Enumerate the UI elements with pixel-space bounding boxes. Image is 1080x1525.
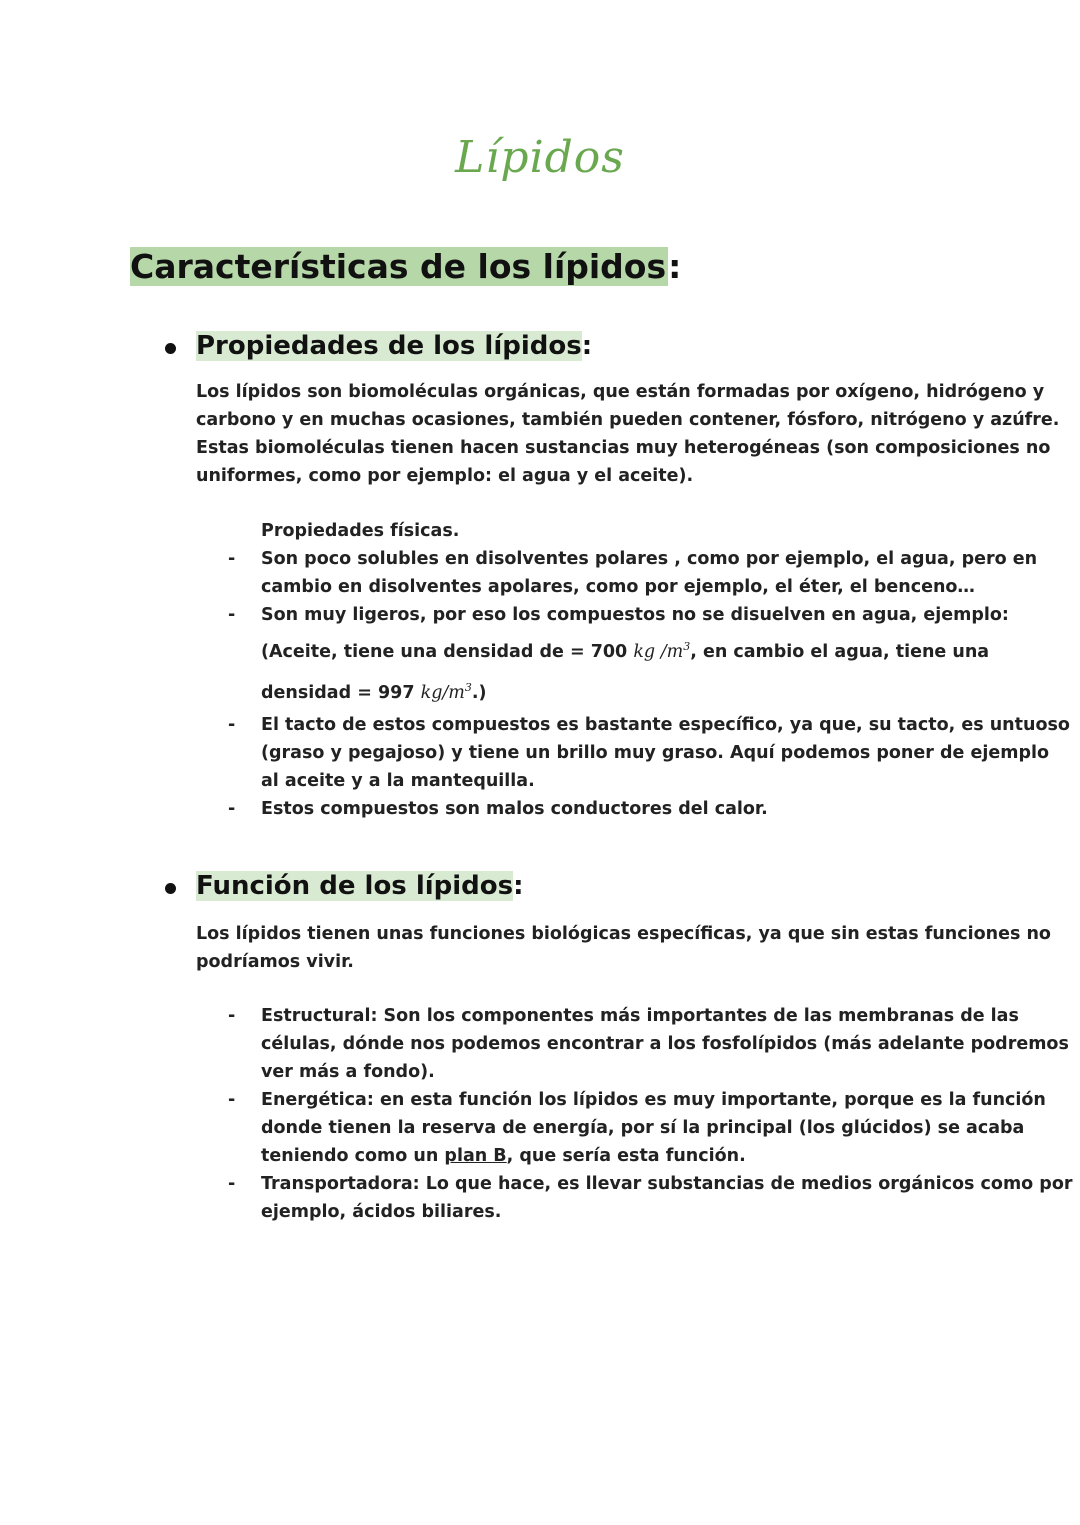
- density-text: densidad = 997: [261, 682, 421, 703]
- item-line: ejemplo, ácidos biliares.: [261, 1202, 502, 1222]
- list-item: [228, 601, 1009, 711]
- list-item: [228, 1002, 1069, 1086]
- item-line: células, dónde nos podemos encontrar a los fosfolípidos (más adelante podremos: [261, 1034, 1069, 1054]
- list-item: [228, 795, 988, 823]
- list-item: [228, 1170, 1073, 1226]
- plan-b-link[interactable]: plan B: [444, 1146, 507, 1166]
- item-line: donde tienen la reserva de energía, por sí la principal (los glúcidos) se acaba: [261, 1118, 1025, 1138]
- page-title: Lípidos: [455, 132, 625, 183]
- intro-line: podríamos vivir.: [196, 952, 354, 972]
- item-line: Son muy ligeros, por eso los compuestos no se disuelven en agua, ejemplo:: [261, 605, 1009, 625]
- item-line: (graso y pegajoso) y tiene un brillo muy graso. Aquí podemos poner de ejemplo: [261, 742, 1049, 763]
- item-line-density-aceite: [261, 629, 988, 670]
- list-item: [228, 711, 1070, 795]
- intro-line: carbono y en muchas ocasiones, también pueden contener, fósforo, nitrógeno y azúfre.: [196, 410, 1060, 430]
- bullet-propiedades: [165, 343, 176, 354]
- heading-funcion: [196, 867, 524, 905]
- list-dash: -: [228, 1174, 236, 1194]
- item-line: Energética: en esta función los lípidos es muy importante, porque es la función: [261, 1090, 1046, 1110]
- density-text: .): [471, 682, 487, 703]
- density-text: (Aceite, tiene una densidad de = 700: [261, 641, 634, 662]
- density-text: , en cambio el agua, tiene una: [690, 641, 990, 662]
- list-item: [228, 545, 1038, 601]
- item-line: cambio en disolventes apolares, como por ejemplo, el éter, el benceno…: [261, 577, 975, 597]
- item-line: [261, 1142, 988, 1170]
- section-heading: [130, 244, 681, 290]
- intro-line: uniformes, como por ejemplo: el agua y el aceite).: [196, 466, 694, 486]
- list-dash: -: [228, 605, 236, 625]
- funcion-list: [228, 1002, 1073, 1226]
- list-dash: -: [228, 1006, 236, 1026]
- item-line: Transportadora: Lo que hace, es llevar substancias de medios orgánicos como por: [261, 1174, 1073, 1194]
- intro-line: Los lípidos tienen unas funciones biológicas específicas, ya que sin estas funciones no: [196, 924, 1051, 944]
- list-dash: -: [228, 714, 236, 735]
- item-line-density-agua: [261, 670, 988, 711]
- item-line: Estos compuestos son malos conductores del calor.: [261, 798, 768, 819]
- item-line: ver más a fondo).: [261, 1062, 435, 1082]
- item-line: al aceite y a la mantequilla.: [261, 770, 535, 791]
- density-exponent: 3: [683, 640, 691, 653]
- density-unit: kg /m: [633, 641, 684, 662]
- propiedades-list: [228, 545, 1070, 823]
- item-text: , que sería esta función.: [506, 1146, 746, 1166]
- item-line: Estructural: Son los componentes más importantes de las membranas de las: [261, 1006, 1019, 1026]
- list-dash: -: [228, 1090, 236, 1110]
- density-unit: kg/m: [420, 682, 465, 703]
- propiedades-intro: [196, 378, 1060, 490]
- list-item: [228, 1086, 1046, 1170]
- heading-propiedades-text: Propiedades de los lípidos: [196, 331, 582, 361]
- item-line: El tacto de estos compuestos es bastante específico, ya que, su tacto, es untuoso: [261, 714, 1070, 735]
- funcion-intro: [196, 920, 1051, 976]
- heading-propiedades: [196, 327, 592, 365]
- list-dash: -: [228, 549, 236, 569]
- heading-funcion-text: Función de los lípidos: [196, 871, 514, 901]
- heading-funcion-colon: :: [513, 871, 524, 901]
- section-heading-colon: :: [668, 247, 682, 286]
- item-text: teniendo como un: [261, 1146, 445, 1166]
- section-heading-text: Características de los lípidos: [130, 247, 667, 286]
- heading-propiedades-colon: :: [581, 331, 593, 361]
- item-line: Son poco solubles en disolventes polares , como por ejemplo, el agua, pero en: [261, 549, 1038, 569]
- intro-line: Estas biomoléculas tienen hacen sustancias muy heterogéneas (son composiciones no: [196, 438, 1051, 458]
- subheading-propiedades-fisicas: Propiedades físicas.: [261, 521, 460, 541]
- intro-line: Los lípidos son biomoléculas orgánicas, que están formadas por oxígeno, hidrógeno y: [196, 382, 1045, 402]
- bullet-funcion: [165, 883, 176, 894]
- list-dash: -: [228, 798, 236, 819]
- density-exponent: 3: [464, 680, 472, 694]
